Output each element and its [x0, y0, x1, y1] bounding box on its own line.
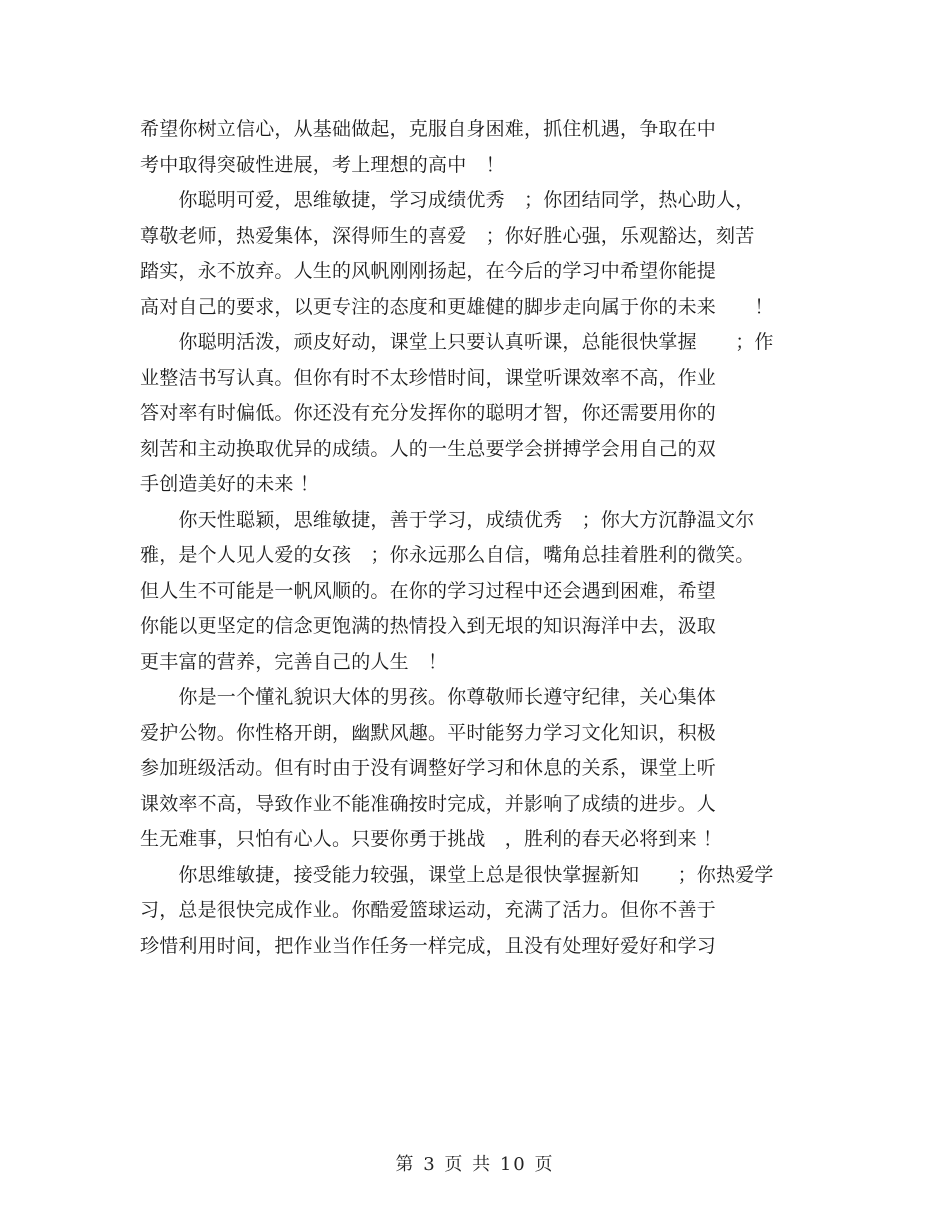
document-body — [140, 112, 820, 964]
text-line: 尊敬老师，热爱集体，深得师生的喜爱 ；你好胜心强，乐观豁达，刻苦 — [140, 224, 755, 247]
text-line: 更丰富的营养，完善自己的人生 ！ — [140, 650, 448, 673]
text-line: 参加班级活动。但有时由于没有调整好学习和休息的关系，课堂上听 — [140, 757, 717, 779]
text-line: 你能以更坚定的信念更饱满的热情投入到无垠的知识海洋中去，汲取 — [140, 615, 717, 637]
page-number-footer: 第 3 页 共 10 页 — [395, 1154, 555, 1175]
text-line: 生无难事，只怕有心人。只要你勇于挑战 ，胜利的春天必将到来 ！ — [140, 828, 723, 850]
text-line: 高对自己的要求，以更专注的态度和更雄健的脚步走向属于你的未来 ！ — [140, 295, 774, 318]
text-line: 你思维敏捷，接受能力较强，课堂上总是很快掌握新知 ；你热爱学 — [140, 863, 774, 886]
text-line: 你天性聪颖，思维敏捷，善于学习，成绩优秀 ；你大方沉静温文尔 — [140, 508, 755, 531]
text-line: 课效率不高，导致作业不能准确按时完成，并影响了成绩的进步。人 — [140, 792, 717, 815]
text-line: 刻苦和主动换取优异的成绩。人的一生总要学会拼搏学会用自己的双 — [140, 437, 717, 460]
text-line: 你是一个懂礼貌识大体的男孩。你尊敬师长遵守纪律，关心集体 — [140, 686, 717, 708]
text-line: 考中取得突破性进展，考上理想的高中 ！ — [140, 153, 505, 176]
text-line: 爱护公物。你性格开朗，幽默风趣。平时能努力学习文化知识，积极 — [140, 721, 717, 744]
text-line: 习，总是很快完成作业。你酷爱篮球运动，充满了活力。但你不善于 — [140, 899, 717, 921]
text-line: 踏实，永不放弃。人生的风帆刚刚扬起，在今后的学习中希望你能提 — [140, 260, 717, 282]
text-line: 珍惜利用时间，把作业当作任务一样完成，且没有处理好爱好和学习 — [140, 934, 717, 957]
text-line: 雅，是个人见人爱的女孩 ；你永远那么自信，嘴角总挂着胜利的微笑。 — [140, 544, 755, 566]
text-line: 但人生不可能是一帆风顺的。在你的学习过程中还会遇到困难，希望 — [140, 579, 717, 602]
text-line: 你聪明可爱，思维敏捷，学习成绩优秀 ；你团结同学，热心助人， — [140, 189, 755, 211]
text-line: 答对率有时偏低。你还没有充分发挥你的聪明才智，你还需要用你的 — [140, 402, 717, 424]
text-line: 业整洁书写认真。但你有时不太珍惜时间，课堂听课效率不高，作业 — [140, 366, 717, 389]
text-line: 你聪明活泼，顽皮好动，课堂上只要认真听课，总能很快掌握 ；作 — [140, 331, 774, 353]
text-line: 手创造美好的未来 ！ — [140, 473, 320, 495]
text-line: 希望你树立信心，从基础做起，克服自身困难，抓住机遇，争取在中 — [140, 118, 717, 140]
